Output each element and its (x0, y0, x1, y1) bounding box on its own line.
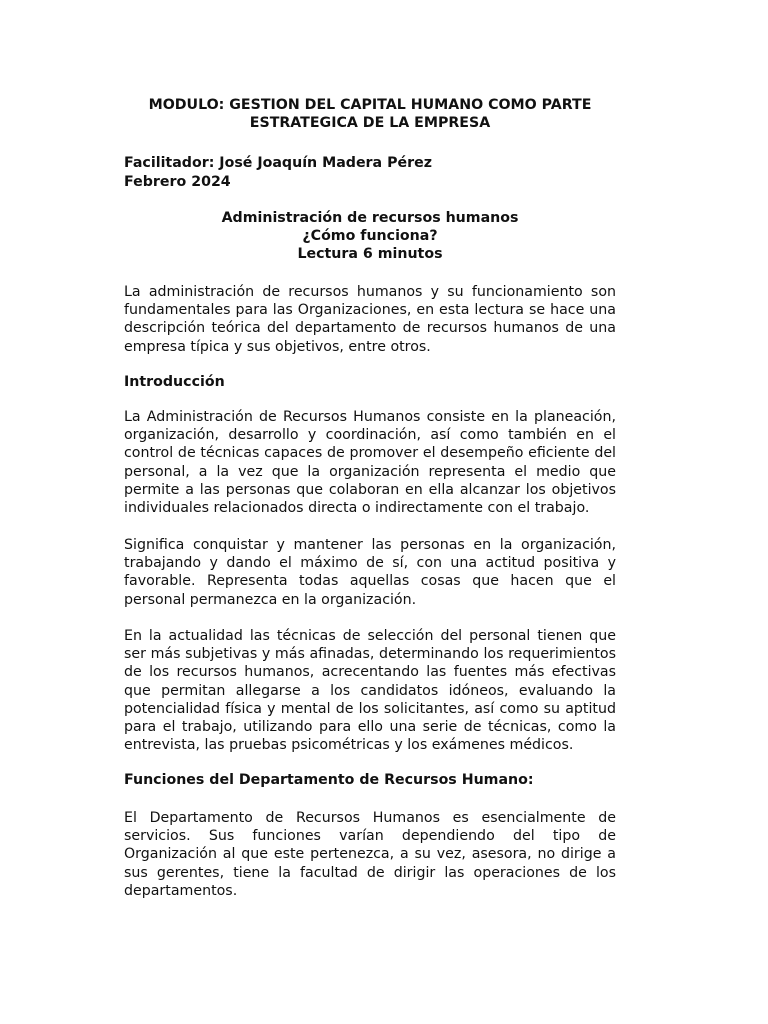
introduccion-paragraph-2: Significa conquistar y mantener las personas en la organización, trabajando y dando el máximo de sí, con una actitud positiva y favorable. Representa todas aquellas cosas que hacen que el personal permanezca en la organización. (124, 537, 616, 608)
intro-paragraph: La administración de recursos humanos y su funcionamiento son fundamentales para las Organizaciones, en esta lectura se hace una descripción teórica del departamento de recursos humanos de una empresa típica y sus objetivos, entre otros. (124, 284, 616, 355)
author-info (124, 154, 616, 192)
funciones-paragraph-1: El Departamento de Recursos Humanos es esencialmente de servicios. Sus funciones varían dependiendo del tipo de Organización al que este pertenezca, a su vez, asesora, no dirige a sus gerentes, tiene la facultad de dirigir las operaciones de los departamentos. (124, 810, 616, 899)
lecture-subtitle (124, 209, 616, 263)
introduccion-paragraph-3: En la actualidad las técnicas de selección del personal tienen que ser más subjetivas y más afinadas, determinando los requerimientos de los recursos humanos, acrecentando las fuentes más efectivas que permitan allegarse a los candidatos idóneos, evaluando la potencialidad física y mental de los solicitantes, así como su aptitud para el trabajo, utilizando para ello una serie de técnicas, como la entrevista, las pruebas psicométricas y los exámenes médicos. (124, 628, 616, 754)
subtitle-line-3: Lectura 6 minutos (297, 246, 443, 262)
facilitator-line: Facilitador: José Joaquín Madera Pérez (124, 155, 432, 171)
module-title-line-1: MODULO: GESTION DEL CAPITAL HUMANO COMO PARTE (148, 97, 592, 113)
subtitle-line-1: Administración de recursos humanos (221, 210, 519, 226)
section-heading-funciones: Funciones del Departamento de Recursos Humano: (124, 772, 534, 788)
date-line: Febrero 2024 (124, 174, 231, 190)
section-heading-introduccion: Introducción (124, 374, 225, 390)
module-title-line-2: ESTRATEGICA DE LA EMPRESA (249, 115, 491, 131)
subtitle-line-2: ¿Cómo funciona? (302, 228, 438, 244)
introduccion-paragraph-1: La Administración de Recursos Humanos consiste en la planeación, organización, desarrollo y coordinación, así como también en el control de técnicas capaces de promover el desempeño eficiente del personal, a la vez que la organización representa el medio que permite a las personas que colaboran en ella alcanzar los objetivos individuales relacionados directa o indirectamente con el trabajo. (124, 409, 616, 517)
module-title (124, 96, 616, 132)
